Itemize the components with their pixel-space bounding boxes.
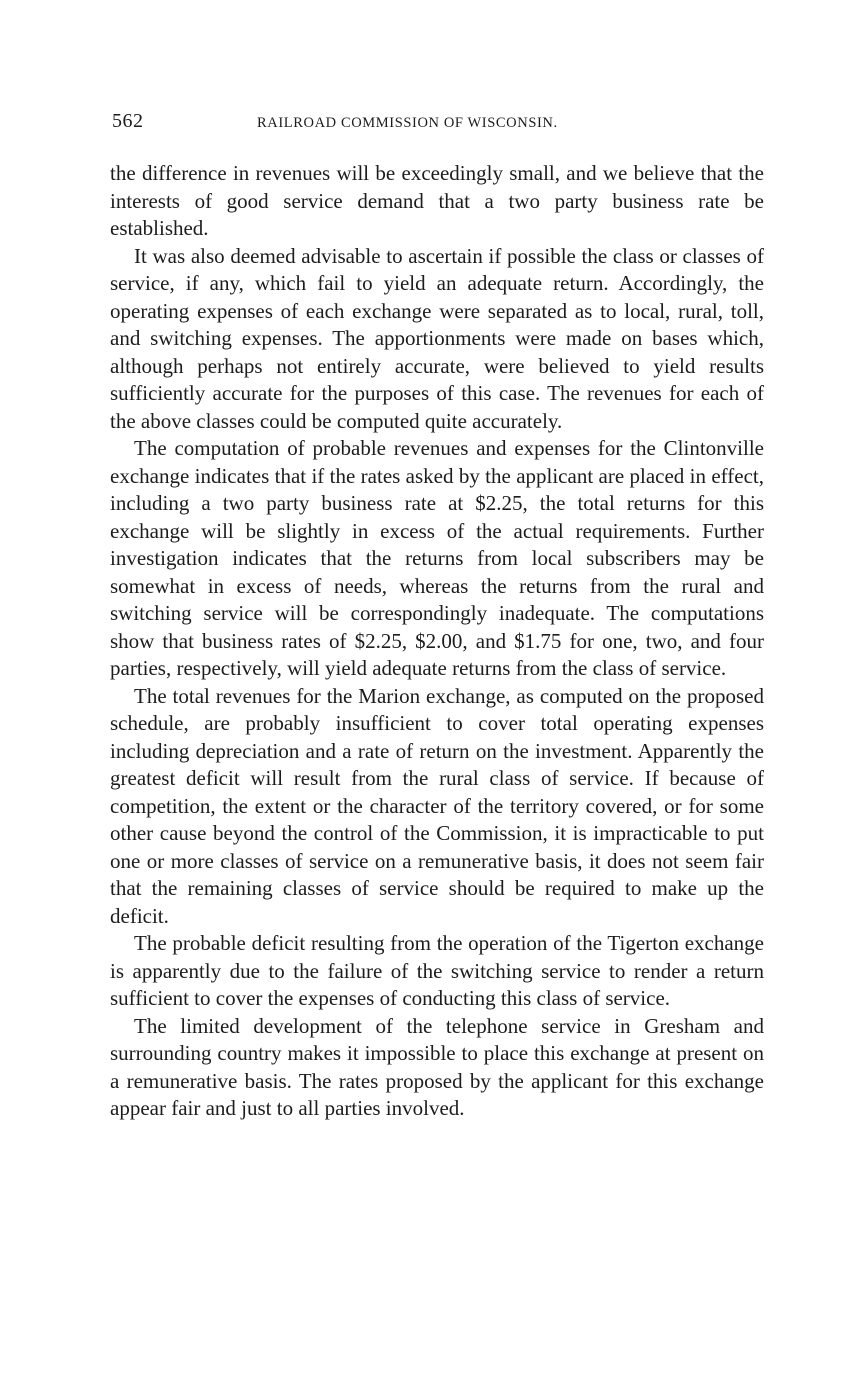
paragraph: the difference in revenues will be exceedingly small, and we believe that the interests of good service demand that a two party business rate be established.	[110, 161, 764, 240]
running-head: RAILROAD COMMISSION OF WISCONSIN.	[257, 115, 558, 131]
paragraph: The total revenues for the Marion exchange, as computed on the proposed schedule, are probably insufficient to cover total operating expenses including depreciation and a rate of return on the investment. Apparently the greatest deficit will result from the rural class of service. If because of competition, the extent or the character of the territory covered, or for some other cause beyond the control of the Commission, it is impracticable to put one or more classes of service on a remunerative basis, it does not seem fair that the remaining classes of service should be required to make up the deficit.	[110, 683, 764, 928]
paragraph: The probable deficit resulting from the operation of the Tigerton exchange is apparently due to the failure of the switching service to render a return sufficient to cover the expenses of conducting this class of service.	[110, 931, 764, 1010]
paragraph: The limited development of the telephone service in Gresham and surrounding country makes it impossible to place this exchange at present on a remunerative basis. The rates proposed by the applicant for this exchange appear fair and just to all parties involved.	[110, 1013, 764, 1120]
page-header	[112, 110, 764, 136]
paragraph: The computation of probable revenues and expenses for the Clintonville exchange indicates that if the rates asked by the applicant are placed in effect, including a two party business rate at $2.25, the total returns for this exchange will be slightly in excess of the actual requirements. Further investigation indicates that the returns from local subscribers may be somewhat in excess of needs, whereas the returns from the rural and switching service will be correspondingly inadequate. The computations show that business rates of $2.25, $2.00, and $1.75 for one, two, and four parties, respectively, will yield adequate returns from the class of service.	[110, 436, 764, 680]
paragraph: It was also deemed advisable to ascertain if possible the class or classes of service, if any, which fail to yield an adequate return. Accordingly, the operating expenses of each exchange were separated as to local, rural, toll, and switching expenses. The apportionments were made on bases which, although perhaps not entirely accurate, were believed to yield results sufficiently accurate for the purposes of this case. The revenues for each of the above classes could be computed quite accurately.	[110, 243, 764, 433]
body-text	[110, 160, 764, 1123]
page-number: 562	[112, 110, 144, 132]
